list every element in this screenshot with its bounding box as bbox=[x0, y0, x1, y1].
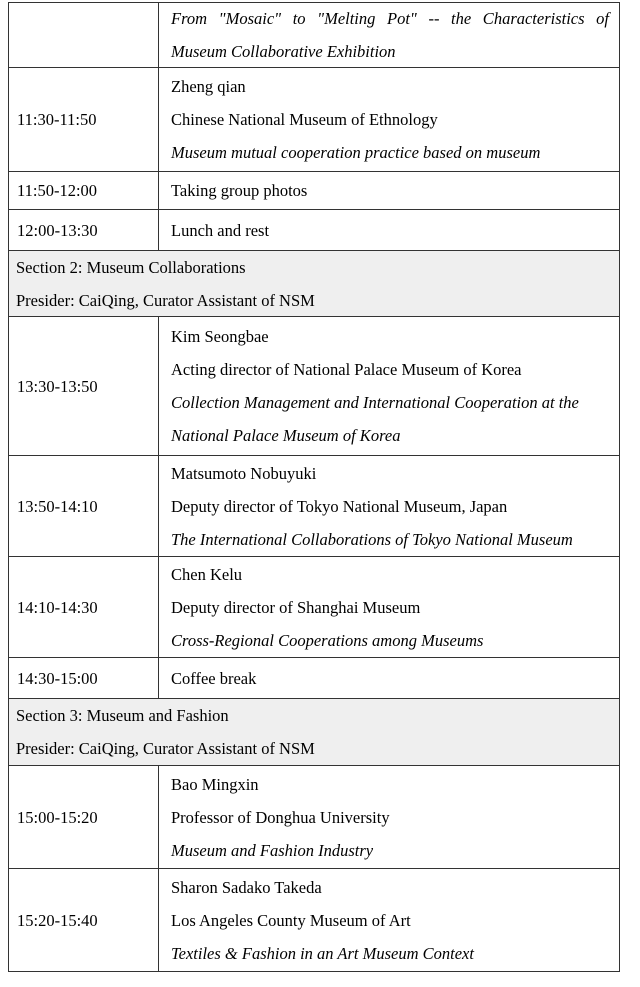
time-label: 14:10-14:30 bbox=[17, 597, 98, 617]
speaker-affiliation: Acting director of National Palace Museum of Korea bbox=[171, 360, 522, 379]
speaker-name: Sharon Sadako Takeda bbox=[171, 877, 322, 897]
speaker-name: Chen Kelu bbox=[171, 564, 243, 584]
time-label: 15:20-15:40 bbox=[17, 910, 98, 930]
time-label: 11:50-12:00 bbox=[17, 181, 98, 200]
time-label: 12:00-13:30 bbox=[17, 220, 98, 240]
section-title: Section 3: Museum and Fashion bbox=[16, 706, 229, 725]
time-label: 13:50-14:10 bbox=[17, 496, 98, 516]
table-row bbox=[9, 869, 619, 971]
content-cell bbox=[159, 658, 619, 698]
section-presider: Presider: CaiQing, Curator Assistant of NSM bbox=[16, 290, 315, 310]
talk-title-line: The International Collaborations of Tokyo National Museum bbox=[171, 529, 573, 549]
table-row bbox=[9, 3, 619, 68]
time-label: 14:30-15:00 bbox=[17, 668, 98, 688]
table-row bbox=[9, 210, 619, 251]
time-cell bbox=[9, 456, 159, 556]
time-label: 13:30-13:50 bbox=[17, 376, 98, 396]
section-title: Section 2: Museum Collaborations bbox=[16, 257, 246, 277]
time-cell bbox=[9, 3, 159, 67]
section-presider: Presider: CaiQing, Curator Assistant of NSM bbox=[16, 739, 315, 758]
time-cell bbox=[9, 172, 159, 209]
content-cell bbox=[159, 869, 619, 971]
speaker-affiliation: Professor of Donghua University bbox=[171, 807, 390, 827]
content-cell bbox=[159, 210, 619, 250]
talk-title-line: Textiles & Fashion in an Art Museum Context bbox=[171, 943, 474, 963]
time-cell bbox=[9, 869, 159, 971]
speaker-affiliation: Deputy director of Tokyo National Museum, Japan bbox=[171, 496, 508, 516]
table-row bbox=[9, 317, 619, 456]
speaker-name: Zheng qian bbox=[171, 77, 246, 96]
talk-title-line: Cross-Regional Cooperations among Museums bbox=[171, 630, 484, 650]
speaker-name: Bao Mingxin bbox=[171, 774, 259, 794]
table-row bbox=[9, 557, 619, 658]
time-cell bbox=[9, 766, 159, 868]
time-label: 11:30-11:50 bbox=[17, 110, 97, 129]
activity-label: Coffee break bbox=[171, 668, 257, 688]
talk-title-line: Collection Management and International Cooperation at the bbox=[171, 393, 579, 412]
content-cell bbox=[159, 172, 619, 209]
speaker-name: Matsumoto Nobuyuki bbox=[171, 463, 317, 483]
content-cell bbox=[159, 3, 619, 67]
talk-title-line: From "Mosaic" to "Melting Pot" -- the Characteristics of bbox=[171, 9, 609, 28]
schedule-table bbox=[8, 2, 620, 972]
table-row bbox=[9, 766, 619, 869]
table-row bbox=[9, 658, 619, 699]
talk-title-line: Museum mutual cooperation practice based on museum bbox=[171, 143, 541, 162]
content-cell bbox=[159, 68, 619, 171]
time-cell bbox=[9, 210, 159, 250]
speaker-affiliation: Los Angeles County Museum of Art bbox=[171, 910, 411, 930]
activity-label: Lunch and rest bbox=[171, 220, 270, 240]
table-row bbox=[9, 68, 619, 172]
talk-title-line: Museum Collaborative Exhibition bbox=[171, 42, 396, 61]
speaker-name: Kim Seongbae bbox=[171, 327, 269, 346]
speaker-affiliation: Deputy director of Shanghai Museum bbox=[171, 597, 421, 617]
section-header-row bbox=[9, 251, 619, 317]
talk-title-line: Museum and Fashion Industry bbox=[171, 840, 374, 860]
activity-label: Taking group photos bbox=[171, 181, 308, 200]
talk-title-line: National Palace Museum of Korea bbox=[171, 426, 401, 445]
content-cell bbox=[159, 456, 619, 556]
speaker-affiliation: Chinese National Museum of Ethnology bbox=[171, 110, 438, 129]
time-label: 15:00-15:20 bbox=[17, 807, 98, 827]
time-cell bbox=[9, 557, 159, 657]
content-cell bbox=[159, 317, 619, 455]
time-cell bbox=[9, 317, 159, 455]
time-cell bbox=[9, 658, 159, 698]
table-row bbox=[9, 456, 619, 557]
table-row bbox=[9, 172, 619, 210]
time-cell bbox=[9, 68, 159, 171]
content-cell bbox=[159, 557, 619, 657]
content-cell bbox=[159, 766, 619, 868]
section-header-row bbox=[9, 699, 619, 766]
